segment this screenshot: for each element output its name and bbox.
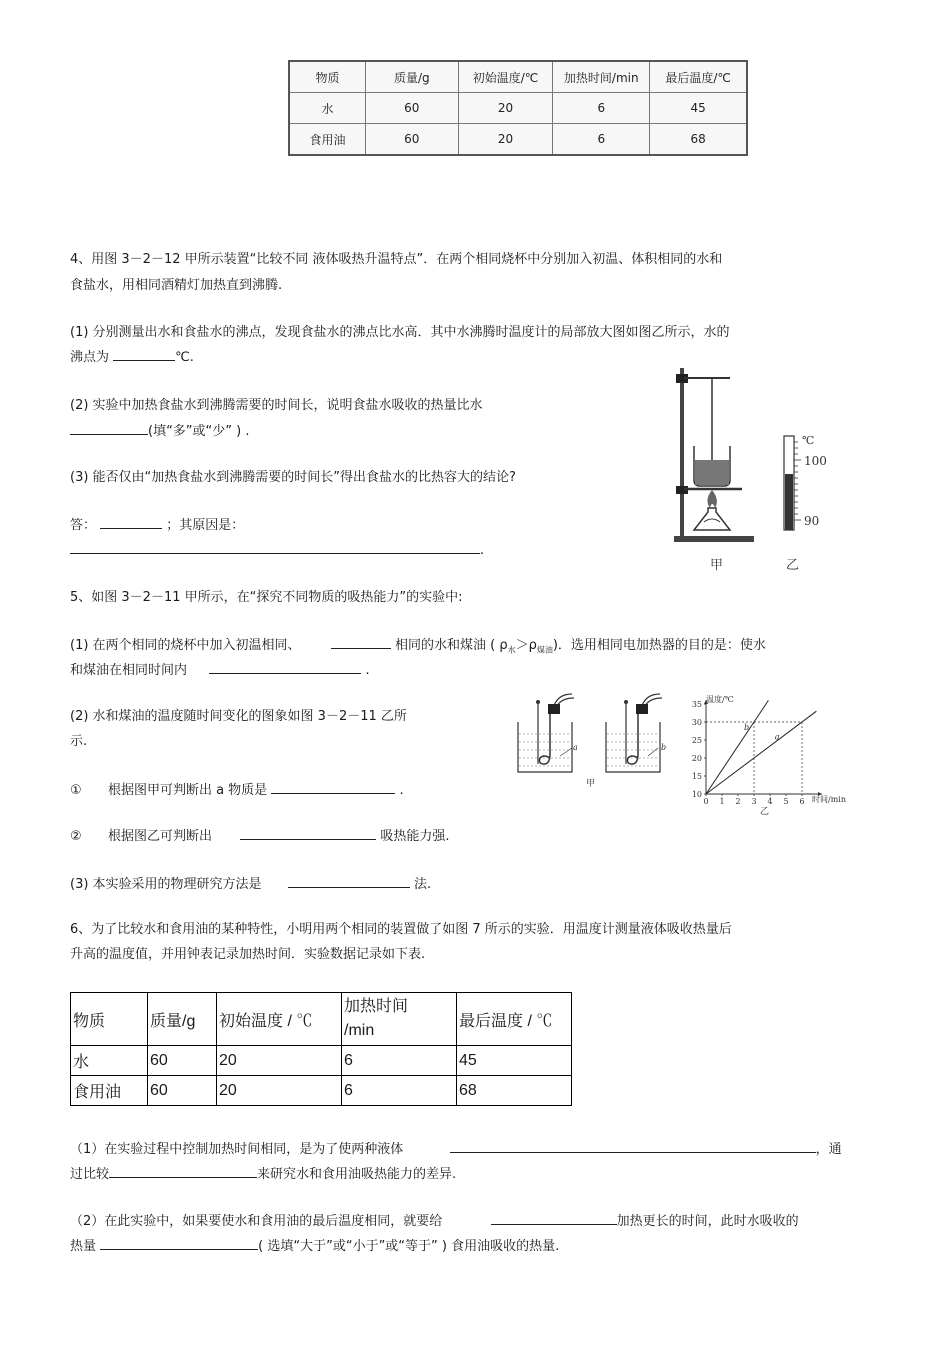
subscript-kerosene: 煤油 — [536, 645, 553, 655]
q5-temperature-graph — [684, 690, 854, 820]
stand-pole — [680, 368, 684, 538]
q5-part1-line2-end: . — [365, 663, 370, 678]
q6-table-header — [71, 993, 572, 1046]
thermo-90: 90 — [804, 514, 820, 528]
scan-cell: 60 — [366, 93, 459, 124]
x-tick-label: 3 — [751, 797, 757, 806]
q5-c1-text: 根据图甲可判断出 a 物质是 — [107, 783, 268, 798]
q6-part2-line2-b: ( 选填“大于”或“小于”或“等于” ) 食用油吸收的热量. — [258, 1239, 560, 1254]
answer-blank[interactable] — [450, 1140, 816, 1153]
q5-part1-line2 — [70, 661, 370, 680]
q6-data-table — [70, 992, 572, 1106]
scan-table-row — [289, 93, 747, 124]
scan-header-cell: 物质 — [289, 61, 366, 93]
q5-part1-line2-text: 和煤油在相同时间内 — [70, 663, 188, 678]
fig-jia-label: 甲 — [586, 779, 596, 789]
thermometer-mercury — [785, 474, 793, 530]
series-line-b — [706, 700, 768, 794]
graph-yi-label: 乙 — [760, 807, 770, 817]
heater-b — [628, 706, 639, 764]
graph-lines — [706, 700, 816, 794]
q5-part1-d: ＞ρ — [515, 638, 537, 653]
scan-cell: 6 — [553, 124, 650, 156]
q6-part2-line2-a: 热量 — [70, 1239, 97, 1254]
q4-part2-line2 — [70, 422, 249, 441]
answer-blank[interactable] — [109, 1165, 257, 1178]
answer-blank[interactable] — [271, 781, 395, 794]
q6-cell: 水 — [71, 1046, 148, 1076]
q6-part1-a: （1）在实验过程中控制加热时间相同，是为了使两种液体 — [70, 1142, 404, 1157]
scan-header-cell: 最后温度/℃ — [650, 61, 747, 93]
q5-intro: 5、如图 3－2－11 甲所示，在“探究不同物质的吸热能力”的实验中: — [70, 590, 463, 605]
q4-part1-suffix: ℃. — [175, 350, 194, 365]
q4-part2-suffix: (填“多”或“少” ) . — [148, 424, 250, 439]
q5-c2-text: 根据图乙可判断出 — [107, 829, 212, 844]
series-label-b: b — [744, 723, 750, 732]
y-tick-label: 25 — [691, 736, 702, 745]
scan-cell: 45 — [650, 93, 747, 124]
q5-part1-f: )．选用相同电加热器的目的是：使水 — [552, 638, 766, 653]
scan-cell: 68 — [650, 124, 747, 156]
scan-table-header — [289, 61, 747, 93]
q6-cell: 6 — [342, 1076, 457, 1106]
scan-cell: 20 — [458, 93, 553, 124]
graph-axes — [704, 700, 822, 796]
scan-cell: 6 — [553, 93, 650, 124]
q4-answer-prefix: 答： — [70, 518, 97, 533]
q5-part2-line1: (2) 水和煤油的温度随时间变化的图象如图 3－2－11 乙所 — [70, 709, 407, 724]
answer-blank[interactable] — [240, 827, 376, 840]
q5-part3-b: 法. — [413, 877, 432, 892]
q6-part2-line2 — [70, 1237, 559, 1256]
q6-cell: 60 — [148, 1046, 217, 1076]
q6-part1-line2-a: 过比较 — [70, 1167, 110, 1182]
q4-part1-prefix: 沸点为 — [70, 350, 114, 365]
beaker-a-label: a — [573, 743, 578, 752]
scan-header-cell: 初始温度/℃ — [458, 61, 553, 93]
q4-part2-line1: (2) 实验中加热食盐水到沸腾需要的时间长，说明食盐水吸收的热量比水 — [70, 398, 483, 413]
q6-intro-line1: 6、为了比较水和食用油的某种特性，小明用两个相同的装置做了如图 7 所示的实验．用温度计测量液体吸收热量后 — [70, 922, 732, 937]
table-row — [71, 1046, 572, 1076]
q6-cell: 68 — [457, 1076, 572, 1106]
q6-header-cell: 最后温度 / ℃ — [457, 993, 572, 1046]
y-tick-label: 10 — [691, 790, 702, 799]
q6-cell: 60 — [148, 1076, 217, 1106]
answer-blank[interactable] — [70, 422, 148, 435]
graph-ylabel: 温度/℃ — [706, 695, 734, 704]
q6-cell: 6 — [342, 1046, 457, 1076]
q5-conclusion-2 — [70, 827, 450, 846]
q6-header-cell: 加热时间 /min — [342, 993, 457, 1046]
answer-blank[interactable] — [491, 1212, 617, 1225]
answer-blank[interactable] — [288, 875, 410, 888]
q6-cell: 食用油 — [71, 1076, 148, 1106]
q4-reason-line — [70, 541, 484, 560]
label-jia: 甲 — [710, 558, 724, 573]
q6-cell: 20 — [217, 1046, 342, 1076]
q5-part1-a: (1) 在两个相同的烧杯中加入初温相同、 — [70, 638, 301, 653]
scan-cell: 60 — [366, 124, 459, 156]
q6-cell: 20 — [217, 1076, 342, 1106]
q4-part1-line2 — [70, 348, 194, 367]
q5-conclusion-1 — [70, 781, 404, 800]
q6-part2-b: 加热更长的时间，此时水吸收的 — [616, 1214, 799, 1229]
scan-header-cell: 加热时间/min — [553, 61, 650, 93]
table-row — [71, 1076, 572, 1106]
scan-header-cell: 质量/g — [366, 61, 459, 93]
series-line-a — [706, 711, 816, 794]
x-tick-label: 1 — [719, 797, 725, 806]
subscript-water: 水 — [507, 645, 516, 655]
x-tick-label: 6 — [799, 797, 805, 806]
q6-part2-a: （2）在此实验中，如果要使水和食用油的最后温度相同，就要给 — [70, 1214, 443, 1229]
scan-table-row — [289, 124, 747, 156]
q5-part1-b: 相同的水和煤油 ( ρ — [394, 638, 508, 653]
y-tick-label: 20 — [691, 754, 702, 763]
circle-number-1: ① — [70, 783, 82, 798]
q5-part1-line1 — [70, 636, 766, 660]
x-tick-label: 4 — [767, 797, 773, 806]
q6-part2-line1 — [70, 1212, 799, 1231]
beaker-b-label: b — [661, 743, 667, 752]
q4-answer-reason: ；其原因是： — [166, 518, 245, 533]
q5-part3-a: (3) 本实验采用的物理研究方法是 — [70, 877, 262, 892]
q4-answer-line — [70, 516, 244, 535]
q6-intro-line2: 升高的温度值，并用钟表记录加热时间．实验数据记录如下表. — [70, 947, 426, 962]
answer-blank[interactable] — [100, 516, 162, 529]
thermo-unit: ℃ — [802, 434, 815, 447]
q6-header-cell: 物质 — [71, 993, 148, 1046]
circle-number-2: ② — [70, 829, 82, 844]
thermo-100: 100 — [804, 454, 827, 468]
answer-blank[interactable] — [331, 636, 391, 649]
q6-cell: 45 — [457, 1046, 572, 1076]
scan-table — [288, 60, 748, 156]
q4-reason-end: . — [480, 543, 485, 558]
graph-xlabel: 时间/min — [812, 795, 846, 804]
answer-blank[interactable] — [100, 1237, 258, 1250]
series-label-a: a — [774, 732, 780, 742]
answer-blank[interactable] — [70, 541, 480, 554]
answer-blank[interactable] — [209, 661, 361, 674]
q5-c2-end: 吸热能力强. — [380, 829, 450, 844]
q4-intro-line1: 4、用图 3－2－12 甲所示装置“比较不同 液体吸热升温特点”．在两个相同烧杯中分别加入初温、体积相同的水和 — [70, 252, 723, 267]
scan-cell: 20 — [458, 124, 553, 156]
scan-cell: 食用油 — [289, 124, 366, 156]
q6-part1-line1 — [70, 1140, 842, 1159]
y-tick-label: 15 — [691, 772, 702, 781]
q6-header-cell: 质量/g — [148, 993, 217, 1046]
q4-apparatus-figure — [660, 362, 850, 577]
y-tick-label: 30 — [691, 718, 702, 727]
scan-cell: 水 — [289, 93, 366, 124]
q4-part3-line1: (3) 能否仅由“加热食盐水到沸腾需要的时间长”得出食盐水的比热容大的结论? — [70, 470, 516, 485]
q5-beakers-figure — [510, 692, 680, 792]
q5-part3 — [70, 875, 431, 894]
x-tick-label: 0 — [703, 797, 709, 806]
x-tick-label: 5 — [783, 797, 789, 806]
heater-a — [540, 706, 551, 764]
stand-base — [674, 536, 754, 542]
q6-part1-line2-b: 来研究水和食用油吸热能力的差异. — [257, 1167, 457, 1182]
answer-blank[interactable] — [113, 348, 175, 361]
q4-part1-line1: (1) 分别测量出水和食盐水的沸点，发现食盐水的沸点比水高．其中水沸腾时温度计的局部放大图如图乙所示，水的 — [70, 325, 730, 340]
flame — [707, 490, 716, 508]
label-yi: 乙 — [786, 558, 800, 573]
beaker-liquid — [695, 460, 729, 485]
y-tick-label: 35 — [691, 700, 702, 709]
q6-part1-b: ，通 — [815, 1142, 842, 1157]
q5-part2-line2: 示. — [70, 734, 88, 749]
q5-c1-end: . — [399, 783, 404, 798]
q4-intro-line2: 食盐水，用相同酒精灯加热直到沸腾. — [70, 278, 283, 293]
q6-header-cell: 初始温度 / ℃ — [217, 993, 342, 1046]
x-tick-label: 2 — [735, 797, 741, 806]
q6-part1-line2 — [70, 1165, 456, 1184]
